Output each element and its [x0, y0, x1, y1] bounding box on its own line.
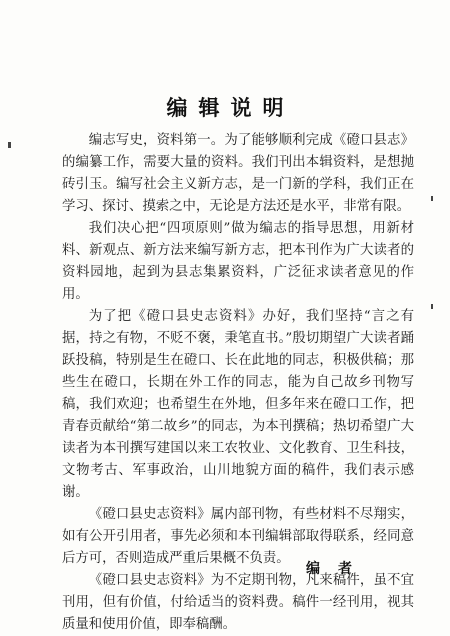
paragraph-3: 为了把《磴口县史志资料》办好，我们坚持“言之有据，持之有物，不贬不褒，秉笔直书。”殷切期望广大读者踊跃投稿，特别是生在磴口、长在此地的同志，积极供稿；那些生在磴口，长期在外工作的同志，能为自己故乡刊物写稿，我们欢迎；也希望生在外地，但多年来在磴口工作，把青春贡献给“第二故乡”的同志，为本刊撰稿；热切希望广大读者为本刊撰写建国以来工农牧业、文化教育、卫生科技，文物考古、军事政治，山川地貌方面的稿件，我们表示感谢。 — [62, 309, 414, 500]
scan-mark — [431, 304, 433, 309]
paragraph-5: 《磴口县史志资料》为不定期刊物，凡来稿件，虽不宜刊用，但有价值，付给适当的资料费。稿件一经刊用，视其质量和使用价值，即奉稿酬。 — [62, 573, 414, 632]
scan-mark — [8, 142, 11, 148]
paragraph-2: 我们决心把“四项原则”做为编志的指导思想，用新材料、新观点、新方法来编写新方志，把本刊作为广大读者的资料园地，起到为县志集累资料，广泛征求读者意见的作用。 — [62, 221, 414, 302]
scan-mark — [431, 196, 433, 201]
paragraph-4: 《磴口县史志资料》属内部刊物，有些材料不尽翔实，如有公开引用者，事先必须和本刊编辑部取得联系，经同意后方可，否则造成严重后果概不负责。 — [62, 507, 414, 566]
signature: 编者 — [306, 561, 370, 577]
paragraph-1: 编志写史，资料第一。为了能够顺利完成《磴口县志》的编纂工作，需要大量的资料。我们刊出本辑资料，是想抛砖引玉。编写社会主义新方志，是一门新的学科，我们正在学习、探讨、摸索之中，无论是方法还是水平，非常有限。 — [62, 133, 414, 214]
page-title: 编辑说明 — [166, 96, 295, 120]
